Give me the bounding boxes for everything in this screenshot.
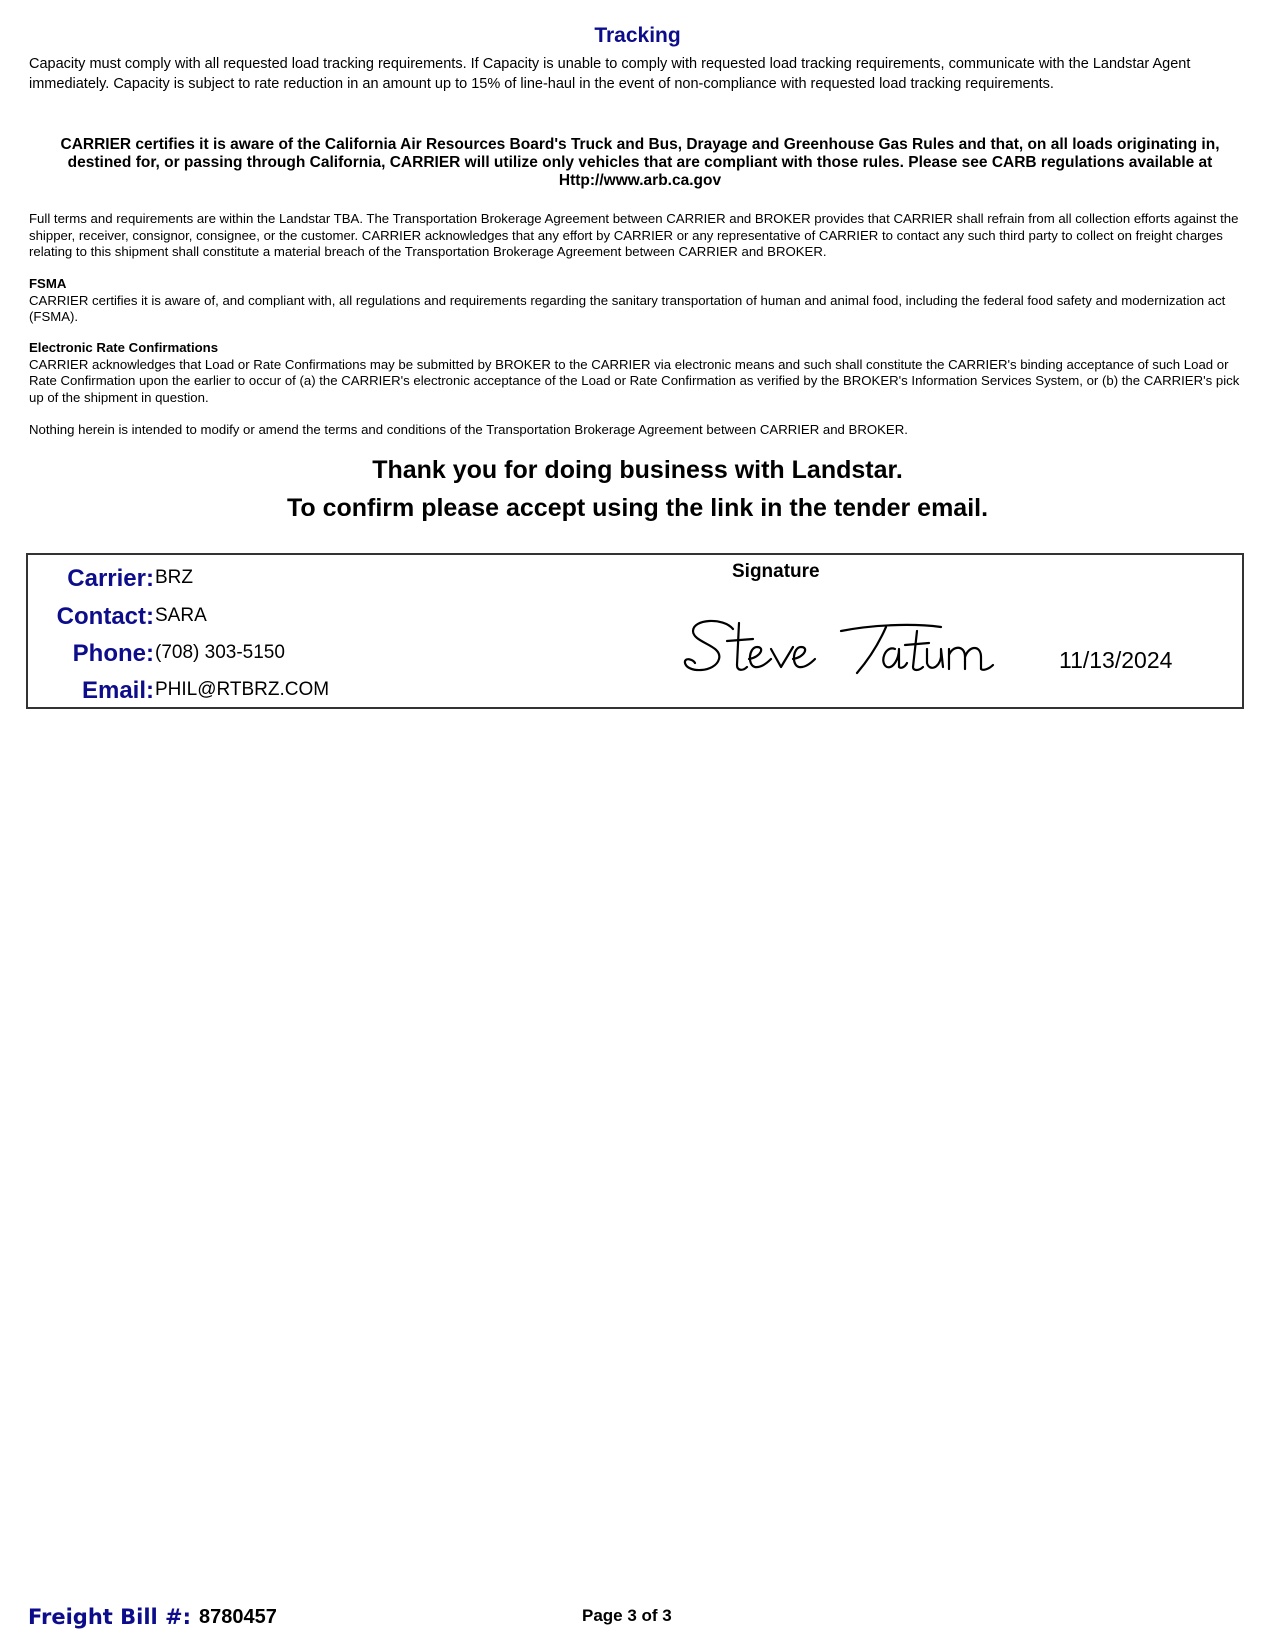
page-number: Page 3 of 3 — [582, 1606, 672, 1625]
phone-label: Phone: — [72, 640, 154, 667]
confirm-instruction-line: To confirm please accept using the link in the tender email. — [286, 494, 989, 522]
carrier-label: Carrier: — [67, 565, 154, 592]
fsma-heading: FSMA — [29, 276, 67, 291]
fsma-section — [29, 276, 1244, 326]
fsma-paragraph: CARRIER certifies it is aware of, and compliant with, all regulations and requirements regarding the sanitary transportation of human and animal food, including the federal food safety and modernization act (FSMA). — [29, 292, 1226, 324]
tba-paragraph: Full terms and requirements are within the Landstar TBA. The Transportation Brokerage Agreement between CARRIER and BROKER provides that CARRIER shall refrain from all collection efforts against the shipper, receiver, consignor, consignee, or the customer. CARRIER acknowledges that any effort by CARRIER or any representative of CARRIER to contact any such third party to collect on freight charges relating to this shipment shall constitute a material breach of the Transportation Brokerage Agreement between CARRIER and BROKER. — [29, 211, 1239, 259]
signature-date: 11/13/2024 — [1059, 647, 1173, 673]
freight-bill-number: 8780457 — [199, 1606, 277, 1628]
nothing-herein-paragraph: Nothing herein is intended to modify or amend the terms and conditions of the Transportation Brokerage Agreement between CARRIER and BROKER. — [29, 422, 908, 437]
phone-value: (708) 303-5150 — [155, 642, 285, 663]
email-value: PHIL@RTBRZ.COM — [155, 679, 330, 700]
thank-you-line: Thank you for doing business with Landstar. — [372, 456, 903, 484]
email-label: Email: — [81, 677, 154, 704]
carrier-signature-box — [26, 553, 1244, 707]
erc-heading: Electronic Rate Confirmations — [29, 340, 219, 355]
erc-paragraph: CARRIER acknowledges that Load or Rate Confirmations may be submitted by BROKER to the CARRIER via electronic means and such shall constitute the CARRIER's binding acceptance of such Load or Rate Confirmation upon the earlier to occur of (a) the CARRIER's electronic acceptance of the Load or Rate Confirmation as verified by the BROKER's Information Services System, or (b) the CARRIER's pick up of the shipment in question. — [29, 356, 1240, 405]
electronic-rate-confirmations-section — [29, 340, 1244, 406]
contact-label: Contact: — [56, 603, 154, 630]
carb-notice: CARRIER certifies it is aware of the California Air Resources Board's Truck and Bus, Drayage and Greenhouse Gas Rules and that, on all loads originating in, destined for, or passing through California, CARRIER will utilize only vehicles that are compliant with those rules. Please see CARB regulations available at Http://www.arb.ca.gov — [60, 136, 1220, 189]
tracking-paragraph: Capacity must comply with all requested load tracking requirements. If Capacity is unable to comply with requested load tracking requirements, communicate with the Landstar Agent immediately. Capacity is subject to rate reduction in an amount up to 15% of line-haul in the event of non-compliance with requested load tracking requirements. — [29, 56, 1191, 92]
freight-bill-label: Freight Bill #: — [28, 1605, 192, 1629]
carrier-value: BRZ — [155, 567, 193, 588]
contact-value: SARA — [155, 605, 207, 626]
tracking-heading: Tracking — [594, 24, 681, 47]
handwritten-signature — [681, 615, 1021, 685]
signature-label: Signature — [732, 561, 820, 582]
